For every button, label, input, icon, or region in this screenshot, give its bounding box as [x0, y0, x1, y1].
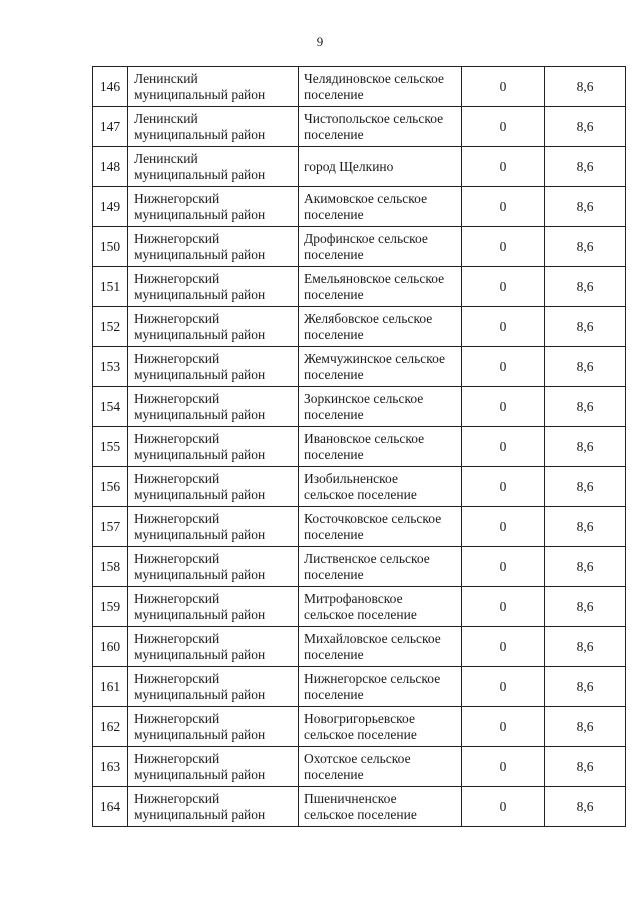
row-number-cell: 154: [93, 387, 128, 427]
district-line: муниципальный район: [134, 526, 266, 542]
value2-cell: 8,6: [545, 227, 626, 267]
table-row: [93, 587, 626, 627]
value2-cell: 8,6: [545, 67, 626, 107]
district-line: Нижнегорский: [134, 710, 220, 726]
value1-cell: 0: [462, 147, 545, 187]
table-row: [93, 747, 626, 787]
value2-cell: 8,6: [545, 427, 626, 467]
district-cell: [128, 347, 299, 387]
settlement-line: поселение: [304, 526, 364, 542]
settlement-line: Чистопольское сельское: [304, 110, 444, 126]
district-line: муниципальный район: [134, 646, 266, 662]
district-line: Нижнегорский: [134, 430, 220, 446]
settlement-cell: [299, 787, 462, 827]
row-number-cell: 149: [93, 187, 128, 227]
district-line: Ленинский: [134, 110, 198, 126]
table-row: [93, 187, 626, 227]
value2-cell: 8,6: [545, 787, 626, 827]
settlement-line: Зоркинское сельское: [304, 390, 424, 406]
table-row: [93, 707, 626, 747]
district-line: муниципальный район: [134, 766, 266, 782]
row-number-cell: 153: [93, 347, 128, 387]
settlement-line: поселение: [304, 286, 364, 302]
row-number-cell: 148: [93, 147, 128, 187]
settlement-cell: [299, 467, 462, 507]
value2-cell: 8,6: [545, 547, 626, 587]
table-row: [93, 347, 626, 387]
district-cell: [128, 187, 299, 227]
settlement-cell: [299, 307, 462, 347]
settlement-line: поселение: [304, 646, 364, 662]
settlement-line: поселение: [304, 126, 364, 142]
settlement-cell: [299, 747, 462, 787]
row-number-cell: 163: [93, 747, 128, 787]
row-number-cell: 161: [93, 667, 128, 707]
district-line: муниципальный район: [134, 686, 266, 702]
row-number-cell: 158: [93, 547, 128, 587]
district-line: Нижнегорский: [134, 230, 220, 246]
district-cell: [128, 307, 299, 347]
value1-cell: 0: [462, 707, 545, 747]
settlement-line: сельское поселение: [304, 726, 417, 742]
value2-cell: 8,6: [545, 107, 626, 147]
row-number-cell: 160: [93, 627, 128, 667]
settlement-line: Охотское сельское: [304, 750, 411, 766]
value1-cell: 0: [462, 307, 545, 347]
value2-cell: 8,6: [545, 267, 626, 307]
value2-cell: 8,6: [545, 147, 626, 187]
district-cell: [128, 787, 299, 827]
settlement-line: Ивановское сельское: [304, 430, 425, 446]
district-line: Нижнегорский: [134, 390, 220, 406]
table-row: [93, 147, 626, 187]
value1-cell: 0: [462, 187, 545, 227]
table-row: [93, 467, 626, 507]
district-line: Нижнегорский: [134, 630, 220, 646]
district-cell: [128, 267, 299, 307]
settlement-line: поселение: [304, 566, 364, 582]
settlement-cell: [299, 67, 462, 107]
district-line: муниципальный район: [134, 286, 266, 302]
row-number-cell: 147: [93, 107, 128, 147]
district-line: муниципальный район: [134, 726, 266, 742]
settlement-line: Митрофановское: [304, 590, 403, 606]
value1-cell: 0: [462, 667, 545, 707]
district-cell: [128, 547, 299, 587]
value2-cell: 8,6: [545, 507, 626, 547]
district-line: Ленинский: [134, 70, 198, 86]
settlement-line: поселение: [304, 366, 364, 382]
settlement-line: Акимовское сельское: [304, 190, 428, 206]
table-row: [93, 67, 626, 107]
district-line: Ленинский: [134, 150, 198, 166]
table-body: [93, 67, 626, 827]
value1-cell: 0: [462, 387, 545, 427]
value2-cell: 8,6: [545, 707, 626, 747]
value1-cell: 0: [462, 587, 545, 627]
table-row: [93, 227, 626, 267]
value1-cell: 0: [462, 467, 545, 507]
settlement-cell: [299, 227, 462, 267]
district-line: Нижнегорский: [134, 510, 220, 526]
settlement-line: Нижнегорское сельское: [304, 670, 441, 686]
settlement-cell: [299, 147, 462, 187]
district-line: Нижнегорский: [134, 270, 220, 286]
district-line: муниципальный район: [134, 206, 266, 222]
settlement-line: Михайловское сельское: [304, 630, 441, 646]
district-cell: [128, 707, 299, 747]
settlement-line: Лиственское сельское: [304, 550, 430, 566]
district-line: муниципальный район: [134, 126, 266, 142]
district-line: муниципальный район: [134, 86, 266, 102]
value1-cell: 0: [462, 747, 545, 787]
value1-cell: 0: [462, 267, 545, 307]
district-line: Нижнегорский: [134, 670, 220, 686]
district-cell: [128, 747, 299, 787]
settlement-line: Желябовское сельское: [304, 310, 433, 326]
settlement-cell: [299, 667, 462, 707]
settlement-line: Жемчужинское сельское: [304, 350, 446, 366]
district-cell: [128, 627, 299, 667]
settlement-line: Челядиновское сельское: [304, 70, 445, 86]
settlement-cell: [299, 267, 462, 307]
value2-cell: 8,6: [545, 667, 626, 707]
district-line: муниципальный район: [134, 606, 266, 622]
value1-cell: 0: [462, 627, 545, 667]
row-number-cell: 162: [93, 707, 128, 747]
settlement-line: поселение: [304, 766, 364, 782]
district-cell: [128, 67, 299, 107]
value1-cell: 0: [462, 67, 545, 107]
district-cell: [128, 427, 299, 467]
settlement-cell: [299, 707, 462, 747]
settlement-line: сельское поселение: [304, 486, 417, 502]
value1-cell: 0: [462, 427, 545, 467]
district-line: муниципальный район: [134, 166, 266, 182]
settlement-line: поселение: [304, 206, 364, 222]
district-line: муниципальный район: [134, 326, 266, 342]
value2-cell: 8,6: [545, 627, 626, 667]
row-number-cell: 156: [93, 467, 128, 507]
district-line: муниципальный район: [134, 406, 266, 422]
settlement-line: поселение: [304, 686, 364, 702]
district-cell: [128, 467, 299, 507]
row-number-cell: 152: [93, 307, 128, 347]
value2-cell: 8,6: [545, 347, 626, 387]
value1-cell: 0: [462, 507, 545, 547]
row-number-cell: 150: [93, 227, 128, 267]
value2-cell: 8,6: [545, 307, 626, 347]
value1-cell: 0: [462, 107, 545, 147]
district-cell: [128, 507, 299, 547]
row-number-cell: 151: [93, 267, 128, 307]
settlement-cell: [299, 427, 462, 467]
settlement-line: Изобильненское: [304, 470, 398, 486]
settlement-line: поселение: [304, 86, 364, 102]
district-line: муниципальный район: [134, 486, 266, 502]
settlement-line: Новогригорьевское: [304, 710, 415, 726]
value2-cell: 8,6: [545, 387, 626, 427]
settlement-line: сельское поселение: [304, 806, 417, 822]
settlement-cell: [299, 547, 462, 587]
settlement-cell: [299, 107, 462, 147]
page-number: 9: [316, 34, 324, 49]
value2-cell: 8,6: [545, 587, 626, 627]
district-line: Нижнегорский: [134, 350, 220, 366]
settlement-cell: [299, 187, 462, 227]
district-line: муниципальный район: [134, 366, 266, 382]
table-row: [93, 307, 626, 347]
settlement-line: Пшеничненское: [304, 790, 397, 806]
value1-cell: 0: [462, 227, 545, 267]
district-cell: [128, 387, 299, 427]
table-row: [93, 267, 626, 307]
district-line: Нижнегорский: [134, 470, 220, 486]
settlement-line: город Щелкино: [304, 158, 394, 174]
settlement-line: сельское поселение: [304, 606, 417, 622]
table-row: [93, 107, 626, 147]
settlement-line: Емельяновское сельское: [304, 270, 445, 286]
value2-cell: 8,6: [545, 187, 626, 227]
row-number-cell: 155: [93, 427, 128, 467]
value1-cell: 0: [462, 787, 545, 827]
district-line: Нижнегорский: [134, 550, 220, 566]
row-number-cell: 159: [93, 587, 128, 627]
settlement-line: Дрофинское сельское: [304, 230, 428, 246]
row-number-cell: 164: [93, 787, 128, 827]
district-cell: [128, 667, 299, 707]
settlement-line: поселение: [304, 246, 364, 262]
value2-cell: 8,6: [545, 467, 626, 507]
district-cell: [128, 587, 299, 627]
table-row: [93, 667, 626, 707]
district-cell: [128, 107, 299, 147]
settlement-cell: [299, 627, 462, 667]
settlement-line: поселение: [304, 446, 364, 462]
table-row: [93, 507, 626, 547]
district-cell: [128, 227, 299, 267]
district-line: Нижнегорский: [134, 750, 220, 766]
settlement-line: поселение: [304, 406, 364, 422]
table-row: [93, 387, 626, 427]
district-line: Нижнегорский: [134, 310, 220, 326]
district-line: муниципальный район: [134, 246, 266, 262]
value1-cell: 0: [462, 547, 545, 587]
table-row: [93, 787, 626, 827]
value1-cell: 0: [462, 347, 545, 387]
district-line: муниципальный район: [134, 566, 266, 582]
table-row: [93, 627, 626, 667]
row-number-cell: 146: [93, 67, 128, 107]
district-line: Нижнегорский: [134, 590, 220, 606]
settlement-cell: [299, 347, 462, 387]
district-cell: [128, 147, 299, 187]
table-row: [93, 547, 626, 587]
settlement-line: Косточковское сельское: [304, 510, 442, 526]
row-number-cell: 157: [93, 507, 128, 547]
value2-cell: 8,6: [545, 747, 626, 787]
district-line: муниципальный район: [134, 446, 266, 462]
table-row: [93, 427, 626, 467]
settlement-cell: [299, 387, 462, 427]
settlement-cell: [299, 507, 462, 547]
district-line: Нижнегорский: [134, 190, 220, 206]
settlement-line: поселение: [304, 326, 364, 342]
settlements-table: [92, 66, 626, 827]
settlement-cell: [299, 587, 462, 627]
district-line: Нижнегорский: [134, 790, 220, 806]
district-line: муниципальный район: [134, 806, 266, 822]
